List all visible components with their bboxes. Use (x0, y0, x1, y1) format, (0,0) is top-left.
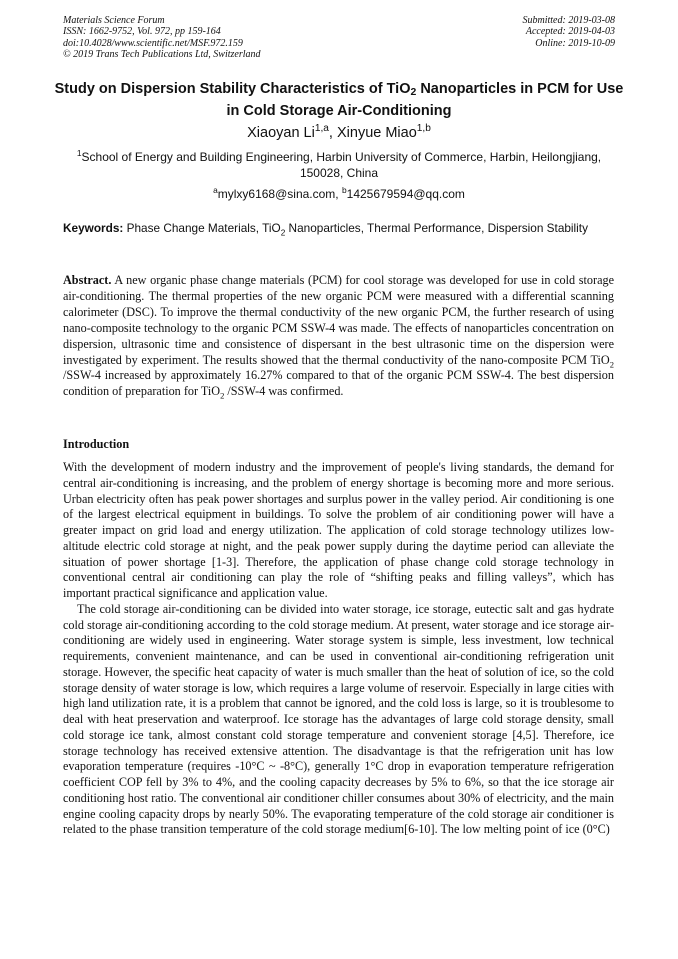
journal-header (63, 15, 261, 60)
doi: doi:10.4028/www.scientific.net/MSF.972.159 (63, 37, 243, 49)
keywords: Keywords: Phase Change Materials, TiO$_2$ Nanoparticles, Thermal Performance, Dispersion Stability (63, 221, 588, 238)
online-date: Online: 2019-10-09 (535, 37, 615, 49)
email-a: mylxy6168@sina.com (217, 187, 336, 201)
paragraph-2: The cold storage air-conditioning can be divided into water storage, ice storage, eutectic salt and gas hydrate cold storage air-conditioning according to the cold storage medium. At present, water storage and ice storage air-conditioning are widely used in engineering. Water storage system is simple, less investment, low technical requirements, convenient maintenance, and can be used in conventional air-conditioning refrigeration unit storage. However, the specific heat capacity of water is much smaller than the heat of solution of ice, so the cold storage density of water storage is low, which requires a large volume of reservoir. Especially in large cities with high land utilization rate, it is a problem that cannot be ignored, and the cold loss is large, so it is troublesome to deal with heat preservation and waterproof. Ice storage has the advantages of large cold storage density, small cold storage ice tank, almost constant cold storage temperature and convenient storage [4,5]. Therefore, ice storage technology has received extensive attention. The disadvantage is that the refrigeration unit has low evaporation temperature (requires -10°C ~ -8°C), generally 1°C drop in evaporation temperature refrigeration coefficient COP fell by 3% to 4%, and the cooling capacity decreases by 5% to 6%, so that the ice storage air conditioning host ratio. The conventional air conditioner chiller consumes about 30% of electricity, and the main engine cooling capacity drops by nearly 50%. The evaporating temperature of the cold storage air conditioner is related to the phase transition temperature of the cold storage medium[6-10]. The low melting point of ice (0°C) (63, 601, 614, 837)
copyright: © 2019 Trans Tech Publications Ltd, Switzerland (63, 48, 261, 60)
affiliation: $^1$School of Energy and Building Engineering, Harbin University of Commerce, Harbin, Heilongjiang, 150028, China (76, 148, 602, 180)
authors: Xiaoyan Li$^{1,a}$, Xinyue Miao$^{1,b}$ (247, 123, 431, 141)
paper-title: Study on Dispersion Stability Characteristics of TiO2 Nanoparticles in PCM for Use in Cold Storage Air-Conditioning (54, 81, 624, 119)
journal-name: Materials Science Forum (63, 15, 165, 26)
abstract: Abstract. A new organic phase change materials (PCM) for cool storage was developed for use in cold storage air-conditioning. The thermal properties of the new organic PCM were measured with a differential scanning calorimeter (DSC). To improve the thermal conductivity of the new organic PCM, the further research of using nano-composite technology to the organic PCM SSW-4 was made. The effects of nanoparticles concentration on dispersion, ultrasonic time and consistence of dispersant in the best ultrasonic time on the dispersion were investigated by experiment. The results showed that the thermal conductivity of the nano-composite PCM TiO$_2$ /SSW-4 increased by approximately 16.27% compared to that of the organic PCM SSW-4. The best dispersion condition of preparation for TiO$_2$ /SSW-4 was confirmed. (63, 273, 614, 401)
section-heading-introduction: Introduction (63, 437, 130, 451)
abstract-label: Abstract. (63, 273, 112, 287)
keywords-label: Keywords: (63, 221, 124, 235)
email-b: 1425679594@qq.com (346, 187, 465, 201)
submitted-date: Submitted: 2019-03-08 (522, 15, 615, 26)
author-1: Xiaoyan Li (247, 125, 315, 141)
author-2: Xinyue Miao (336, 125, 417, 141)
author-emails: $^a$mylxy6168@sina.com, $^b$1425679594@qq.com (213, 185, 465, 201)
introduction-body (63, 460, 614, 838)
accepted-date: Accepted: 2019-04-03 (525, 26, 615, 38)
issn: ISSN: 1662-9752, Vol. 972, pp 159-164 (63, 26, 221, 38)
dates-header (523, 15, 616, 49)
paragraph-1: With the development of modern industry and the improvement of people's living standards, the demand for central air-conditioning is increasing, and the problem of energy shortage is becoming more and more serious. Urban electricity often has peak power shortages and surplus power in the valley period. Air conditioning is one of the largest electrical equipment in buildings. To solve the problem of air conditioning power will have a greater impact on grid load and energy utilization. The application of cold storage technology utilizes low-altitude electric cold storage at night, and the peak power supply during the daytime period can alleviate the situation of power shortage [1-3]. Therefore, the application of phase change cold storage technology in conventional central air conditioning can play the role of “shifting peaks and filling valleys”, which has important practical significance and application value. (63, 460, 614, 600)
